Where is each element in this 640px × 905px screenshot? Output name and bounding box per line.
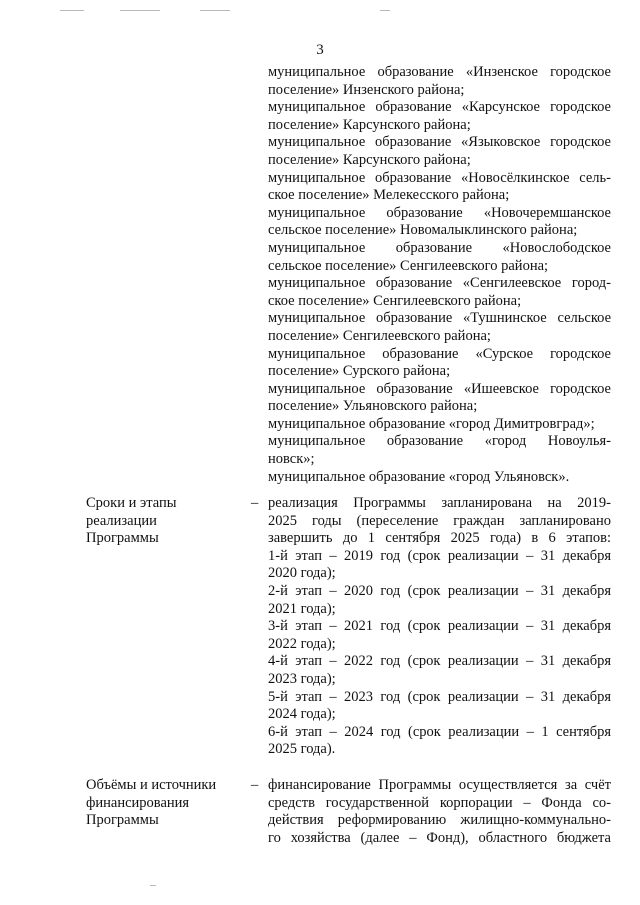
section-label — [86, 777, 246, 830]
section-body — [268, 495, 611, 759]
section-body-line: 1-й этап – 2019 год (срок реализации – 31 декабря — [268, 547, 611, 564]
municipality-line: ское поселение» Сенгилеевского района; — [268, 292, 522, 309]
section-body-line: финансирование Программы осуществляется за счёт — [268, 777, 611, 793]
municipality-line: муниципальное образование «Новослободское — [268, 239, 611, 256]
section-body-line: го хозяйства (далее – Фонд), областного бюджета — [268, 829, 611, 846]
section-body-line: 2021 года); — [268, 600, 336, 617]
section-label-line: финансирования — [86, 794, 190, 811]
section-body-line: 2-й этап – 2020 год (срок реализации – 31 декабря — [268, 582, 611, 599]
section-body-line: 2022 года); — [268, 635, 336, 652]
municipality-list — [268, 64, 611, 486]
section-body-line: 5-й этап – 2023 год (срок реализации – 31 декабря — [268, 688, 611, 705]
municipality-line: поселение» Карсунского района; — [268, 116, 471, 133]
municipality-line: муниципальное образование «Сенгилеевское город- — [268, 275, 611, 292]
municipality-line: муниципальное образование «город Ульяновск». — [268, 468, 570, 485]
section-body-line: 2024 года); — [268, 706, 336, 723]
municipality-line: сельское поселение» Новомалыклинского района; — [268, 222, 578, 239]
municipality-line: муниципальное образование «Карсунское городское — [268, 99, 611, 116]
scan-speck — [150, 885, 156, 886]
section-body-line: 3-й этап – 2021 год (срок реализации – 31 декабря — [268, 618, 611, 635]
section-body — [268, 777, 611, 847]
municipality-line: поселение» Сурского района; — [268, 363, 451, 380]
section-label-line: Объёмы и источники — [86, 777, 217, 793]
municipality-line: поселение» Ульяновского района; — [268, 398, 478, 415]
section-label-line: Сроки и этапы — [86, 495, 177, 511]
scan-speck — [380, 10, 390, 11]
municipality-line: муниципальное образование «Новочеремшанское — [268, 204, 611, 221]
scan-speck — [120, 10, 160, 11]
municipality-line: муниципальное образование «город Димитровград»; — [268, 415, 595, 432]
section-body-line: 2020 года); — [268, 565, 336, 582]
municipality-line: поселение» Инзенского района; — [268, 81, 465, 98]
section-dash: – — [251, 495, 259, 511]
page-number: 3 — [316, 42, 324, 58]
section-body-line: 4-й этап – 2022 год (срок реализации – 31 декабря — [268, 653, 611, 670]
municipality-line: муниципальное образование «Тушнинское сельское — [268, 310, 611, 327]
municipality-line: новск»; — [268, 451, 315, 468]
scan-speck — [200, 10, 230, 11]
municipality-line: муниципальное образование «Языковское городское — [268, 134, 611, 151]
municipality-line: ское поселение» Мелекесского района; — [268, 187, 510, 204]
section-body-line: реализация Программы запланирована на 2019- — [268, 495, 611, 511]
scan-speck — [60, 10, 84, 11]
section-body-line: средств государственной корпорации – Фонда со- — [268, 794, 611, 811]
municipality-line: сельское поселение» Сенгилеевского района; — [268, 257, 549, 274]
section-body-line: 2025 года). — [268, 741, 336, 758]
section-body-line: 2023 года); — [268, 670, 336, 687]
section-body-line: 6-й этап – 2024 год (срок реализации – 1 сентября — [268, 723, 611, 740]
section-label-line: Программы — [86, 812, 159, 829]
section-label-line: реализации — [86, 512, 157, 529]
municipality-line: поселение» Карсунского района; — [268, 151, 471, 168]
municipality-line: муниципальное образование «Сурское городское — [268, 345, 611, 362]
municipality-line: муниципальное образование «Ишеевское городское — [268, 380, 611, 397]
section-body-line: завершить до 1 сентября 2025 года) в 6 этапов: — [268, 530, 611, 547]
municipality-line: муниципальное образование «Инзенское городское — [268, 64, 611, 80]
section-body-line: действия реформированию жилищно-коммунально- — [268, 812, 611, 829]
section-label — [86, 495, 246, 548]
section-body-line: 2025 годы (переселение граждан запланировано — [268, 512, 611, 529]
municipality-line: муниципальное образование «город Новоулья- — [268, 433, 611, 450]
municipality-line: муниципальное образование «Новосёлкинское сель- — [268, 169, 611, 186]
municipality-line: поселение» Сенгилеевского района; — [268, 327, 491, 344]
section-label-line: Программы — [86, 530, 159, 547]
section-dash: – — [251, 777, 259, 793]
